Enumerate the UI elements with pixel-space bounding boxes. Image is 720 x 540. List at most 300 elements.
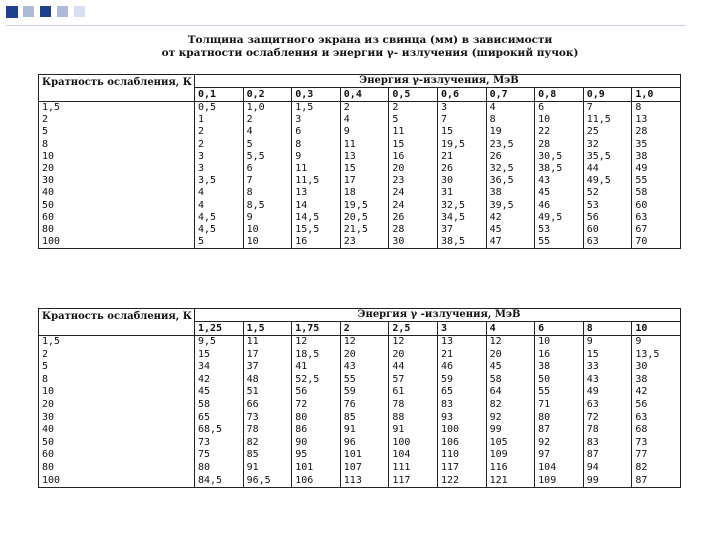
k-value: 8 — [39, 139, 195, 151]
thickness-cell: 117 — [389, 475, 438, 488]
thickness-cell: 45 — [535, 187, 584, 199]
thickness-cell: 4,5 — [195, 212, 244, 224]
thickness-cell: 15 — [389, 139, 438, 151]
thickness-cell: 30,5 — [535, 151, 584, 163]
thickness-cell: 68,5 — [195, 424, 244, 437]
thickness-cell: 100 — [389, 437, 438, 450]
thickness-cell: 58 — [632, 187, 681, 199]
thickness-cell: 6 — [243, 163, 292, 175]
thickness-cell: 109 — [486, 449, 535, 462]
thickness-cell: 45 — [486, 224, 535, 236]
thickness-cell: 104 — [535, 462, 584, 475]
table-body — [39, 102, 681, 249]
k-value: 5 — [39, 361, 195, 374]
decor-square — [6, 6, 18, 18]
thickness-cell: 42 — [632, 386, 681, 399]
thickness-cell: 32 — [583, 139, 632, 151]
thickness-cell: 11,5 — [292, 175, 341, 187]
energy-value: 4 — [486, 322, 535, 336]
thickness-cell: 10 — [535, 114, 584, 126]
k-column-header: Кратность ослабления, К — [39, 309, 195, 336]
thickness-cell: 109 — [535, 475, 584, 488]
thickness-cell: 12 — [292, 336, 341, 349]
thickness-cell: 10 — [243, 236, 292, 249]
slide-decoration — [6, 6, 306, 22]
thickness-cell: 82 — [486, 399, 535, 412]
thickness-cell: 56 — [583, 212, 632, 224]
thickness-cell: 38 — [632, 151, 681, 163]
thickness-cell: 78 — [583, 424, 632, 437]
energy-value: 1,75 — [292, 322, 341, 336]
thickness-cell: 8 — [486, 114, 535, 126]
thickness-cell: 55 — [340, 374, 389, 387]
energy-value: 6 — [535, 322, 584, 336]
k-value: 1,5 — [39, 336, 195, 349]
k-value: 20 — [39, 399, 195, 412]
thickness-cell: 83 — [583, 437, 632, 450]
thickness-cell: 10 — [535, 336, 584, 349]
thickness-cell: 93 — [437, 412, 486, 425]
thickness-cell: 92 — [486, 412, 535, 425]
table-row — [39, 449, 681, 462]
thickness-cell: 71 — [535, 399, 584, 412]
thickness-cell: 55 — [535, 386, 584, 399]
thickness-cell: 92 — [535, 437, 584, 450]
energy-value: 0,1 — [195, 88, 244, 102]
thickness-cell: 111 — [389, 462, 438, 475]
thickness-cell: 20 — [389, 163, 438, 175]
thickness-cell: 60 — [632, 200, 681, 212]
thickness-cell: 68 — [632, 424, 681, 437]
thickness-cell: 1,0 — [243, 102, 292, 115]
thickness-cell: 77 — [632, 449, 681, 462]
table-row — [39, 236, 681, 249]
k-value: 60 — [39, 449, 195, 462]
thickness-cell: 31 — [437, 187, 486, 199]
thickness-cell: 10 — [243, 224, 292, 236]
thickness-cell: 121 — [486, 475, 535, 488]
thickness-cell: 28 — [632, 126, 681, 138]
thickness-cell: 87 — [632, 475, 681, 488]
thickness-cell: 82 — [632, 462, 681, 475]
thickness-cell: 44 — [583, 163, 632, 175]
thickness-cell: 8 — [243, 187, 292, 199]
thickness-cell: 30 — [389, 236, 438, 249]
thickness-cell: 57 — [389, 374, 438, 387]
thickness-cell: 99 — [583, 475, 632, 488]
thickness-cell: 9 — [292, 151, 341, 163]
energy-value: 1,5 — [243, 322, 292, 336]
thickness-cell: 73 — [195, 437, 244, 450]
thickness-cell: 11 — [243, 336, 292, 349]
thickness-cell: 21,5 — [340, 224, 389, 236]
energy-value: 0,4 — [340, 88, 389, 102]
table-row — [39, 349, 681, 362]
thickness-cell: 3 — [195, 163, 244, 175]
thickness-cell: 14 — [292, 200, 341, 212]
thickness-cell: 45 — [195, 386, 244, 399]
lead-thickness-table-1 — [38, 74, 681, 249]
thickness-cell: 8,5 — [243, 200, 292, 212]
energy-value: 8 — [583, 322, 632, 336]
thickness-cell: 104 — [389, 449, 438, 462]
thickness-cell: 0,5 — [195, 102, 244, 115]
table-row — [39, 175, 681, 187]
thickness-cell: 15 — [195, 349, 244, 362]
thickness-cell: 13 — [292, 187, 341, 199]
thickness-cell: 22 — [535, 126, 584, 138]
thickness-cell: 107 — [340, 462, 389, 475]
thickness-cell: 15,5 — [292, 224, 341, 236]
thickness-cell: 21 — [437, 349, 486, 362]
thickness-cell: 88 — [389, 412, 438, 425]
thickness-cell: 63 — [583, 399, 632, 412]
energy-value: 0,6 — [437, 88, 486, 102]
table-row — [39, 212, 681, 224]
thickness-cell: 56 — [292, 386, 341, 399]
thickness-cell: 11 — [389, 126, 438, 138]
thickness-cell: 76 — [340, 399, 389, 412]
thickness-cell: 20 — [486, 349, 535, 362]
thickness-cell: 5 — [195, 236, 244, 249]
k-value: 80 — [39, 224, 195, 236]
thickness-cell: 11,5 — [583, 114, 632, 126]
thickness-cell: 80 — [292, 412, 341, 425]
table-row — [39, 114, 681, 126]
table-row — [39, 412, 681, 425]
k-value: 10 — [39, 151, 195, 163]
energy-value: 2,5 — [389, 322, 438, 336]
thickness-cell: 4 — [486, 102, 535, 115]
thickness-cell: 58 — [486, 374, 535, 387]
thickness-cell: 30 — [632, 361, 681, 374]
decor-square — [57, 6, 68, 17]
thickness-cell: 4 — [195, 187, 244, 199]
table-row — [39, 424, 681, 437]
thickness-cell: 13 — [632, 114, 681, 126]
thickness-cell: 59 — [437, 374, 486, 387]
thickness-cell: 39,5 — [486, 200, 535, 212]
decor-line — [6, 25, 686, 26]
thickness-cell: 21 — [437, 151, 486, 163]
thickness-cell: 12 — [389, 336, 438, 349]
thickness-cell: 13 — [437, 336, 486, 349]
energy-value: 3 — [437, 322, 486, 336]
k-value: 50 — [39, 200, 195, 212]
table-row — [39, 399, 681, 412]
thickness-cell: 30 — [437, 175, 486, 187]
thickness-cell: 116 — [486, 462, 535, 475]
thickness-cell: 87 — [583, 449, 632, 462]
thickness-cell: 9 — [340, 126, 389, 138]
thickness-cell: 6 — [292, 126, 341, 138]
thickness-cell: 50 — [535, 374, 584, 387]
thickness-cell: 110 — [437, 449, 486, 462]
thickness-cell: 66 — [243, 399, 292, 412]
table-row — [39, 163, 681, 175]
thickness-cell: 78 — [243, 424, 292, 437]
thickness-cell: 19,5 — [437, 139, 486, 151]
thickness-cell: 49,5 — [535, 212, 584, 224]
decor-square — [74, 6, 85, 17]
table-row — [39, 139, 681, 151]
thickness-cell: 20,5 — [340, 212, 389, 224]
thickness-cell: 48 — [243, 374, 292, 387]
thickness-cell: 4,5 — [195, 224, 244, 236]
thickness-cell: 85 — [243, 449, 292, 462]
thickness-cell: 94 — [583, 462, 632, 475]
thickness-cell: 90 — [292, 437, 341, 450]
thickness-cell: 13 — [340, 151, 389, 163]
thickness-cell: 32,5 — [486, 163, 535, 175]
thickness-cell: 86 — [292, 424, 341, 437]
decor-square — [40, 6, 51, 17]
table-row — [39, 462, 681, 475]
thickness-cell: 63 — [632, 412, 681, 425]
thickness-cell: 3,5 — [195, 175, 244, 187]
thickness-cell: 65 — [195, 412, 244, 425]
table-row — [39, 224, 681, 236]
thickness-cell: 42 — [486, 212, 535, 224]
thickness-cell: 38,5 — [535, 163, 584, 175]
thickness-cell: 46 — [535, 200, 584, 212]
thickness-cell: 16 — [292, 236, 341, 249]
thickness-cell: 9 — [583, 336, 632, 349]
thickness-cell: 80 — [535, 412, 584, 425]
thickness-cell: 117 — [437, 462, 486, 475]
thickness-cell: 12 — [340, 336, 389, 349]
thickness-cell: 36,5 — [486, 175, 535, 187]
k-value: 60 — [39, 212, 195, 224]
thickness-cell: 3 — [195, 151, 244, 163]
thickness-cell: 43 — [535, 175, 584, 187]
thickness-cell: 113 — [340, 475, 389, 488]
caption-line-1: Толщина защитного экрана из свинца (мм) в зависимости — [187, 34, 553, 46]
thickness-cell: 53 — [535, 224, 584, 236]
thickness-cell: 3 — [437, 102, 486, 115]
energy-value: 2 — [340, 322, 389, 336]
thickness-cell: 17 — [340, 175, 389, 187]
thickness-cell: 55 — [535, 236, 584, 249]
thickness-cell: 105 — [486, 437, 535, 450]
thickness-cell: 24 — [389, 187, 438, 199]
k-value: 100 — [39, 475, 195, 488]
table-row — [39, 336, 681, 349]
thickness-cell: 7 — [437, 114, 486, 126]
thickness-cell: 106 — [437, 437, 486, 450]
energy-value: 0,2 — [243, 88, 292, 102]
thickness-cell: 38 — [535, 361, 584, 374]
table-row — [39, 374, 681, 387]
table-row — [39, 151, 681, 163]
thickness-cell: 3 — [292, 114, 341, 126]
thickness-cell: 52,5 — [292, 374, 341, 387]
thickness-cell: 28 — [389, 224, 438, 236]
thickness-cell: 38 — [486, 187, 535, 199]
thickness-cell: 59 — [340, 386, 389, 399]
thickness-cell: 61 — [389, 386, 438, 399]
thickness-cell: 96,5 — [243, 475, 292, 488]
caption-line-2: от кратности ослабления и энергии γ- излучения (широкий пучок) — [161, 47, 579, 59]
k-value: 1,5 — [39, 102, 195, 115]
thickness-cell: 91 — [243, 462, 292, 475]
thickness-cell: 23 — [340, 236, 389, 249]
thickness-cell: 122 — [437, 475, 486, 488]
thickness-cell: 45 — [486, 361, 535, 374]
thickness-cell: 67 — [632, 224, 681, 236]
thickness-cell: 15 — [437, 126, 486, 138]
thickness-cell: 26 — [486, 151, 535, 163]
thickness-cell: 4 — [243, 126, 292, 138]
thickness-cell: 52 — [583, 187, 632, 199]
thickness-cell: 6 — [535, 102, 584, 115]
thickness-cell: 2 — [389, 102, 438, 115]
thickness-cell: 72 — [583, 412, 632, 425]
thickness-cell: 38,5 — [437, 236, 486, 249]
k-value: 20 — [39, 163, 195, 175]
thickness-cell: 106 — [292, 475, 341, 488]
thickness-cell: 28 — [535, 139, 584, 151]
thickness-cell: 58 — [195, 399, 244, 412]
k-value: 30 — [39, 412, 195, 425]
table-row — [39, 437, 681, 450]
thickness-cell: 13,5 — [632, 349, 681, 362]
thickness-cell: 84,5 — [195, 475, 244, 488]
thickness-cell: 34 — [195, 361, 244, 374]
thickness-cell: 19,5 — [340, 200, 389, 212]
energy-value: 0,5 — [389, 88, 438, 102]
thickness-cell: 43 — [340, 361, 389, 374]
thickness-cell: 5 — [243, 139, 292, 151]
thickness-cell: 15 — [340, 163, 389, 175]
k-value: 2 — [39, 349, 195, 362]
table-row — [39, 187, 681, 199]
thickness-cell: 83 — [437, 399, 486, 412]
thickness-cell: 82 — [243, 437, 292, 450]
thickness-cell: 56 — [632, 399, 681, 412]
decor-square — [23, 6, 34, 17]
table-row — [39, 102, 681, 115]
k-value: 50 — [39, 437, 195, 450]
thickness-cell: 37 — [437, 224, 486, 236]
thickness-cell: 78 — [389, 399, 438, 412]
table-row — [39, 126, 681, 138]
thickness-cell: 100 — [437, 424, 486, 437]
thickness-cell: 37 — [243, 361, 292, 374]
thickness-cell: 1 — [195, 114, 244, 126]
k-value: 40 — [39, 187, 195, 199]
energy-header: Энергия γ-излучения, МэВ — [195, 75, 681, 88]
k-value: 80 — [39, 462, 195, 475]
thickness-cell: 4 — [195, 200, 244, 212]
energy-value: 0,8 — [535, 88, 584, 102]
thickness-cell: 8 — [632, 102, 681, 115]
k-value: 2 — [39, 114, 195, 126]
thickness-cell: 49 — [583, 386, 632, 399]
table-caption — [160, 34, 580, 60]
table-row — [39, 386, 681, 399]
energy-value: 1,25 — [195, 322, 244, 336]
thickness-cell: 25 — [583, 126, 632, 138]
thickness-cell: 51 — [243, 386, 292, 399]
thickness-cell: 17 — [243, 349, 292, 362]
thickness-cell: 20 — [389, 349, 438, 362]
thickness-cell: 35 — [632, 139, 681, 151]
thickness-cell: 8 — [292, 139, 341, 151]
k-value: 5 — [39, 126, 195, 138]
thickness-cell: 49,5 — [583, 175, 632, 187]
energy-value: 0,9 — [583, 88, 632, 102]
thickness-cell: 16 — [535, 349, 584, 362]
thickness-cell: 9 — [632, 336, 681, 349]
thickness-cell: 80 — [195, 462, 244, 475]
thickness-cell: 11 — [292, 163, 341, 175]
k-column-header: Кратность ослабления, К — [39, 75, 195, 102]
thickness-cell: 16 — [389, 151, 438, 163]
thickness-cell: 23 — [389, 175, 438, 187]
thickness-cell: 73 — [243, 412, 292, 425]
thickness-cell: 20 — [340, 349, 389, 362]
thickness-cell: 24 — [389, 200, 438, 212]
thickness-cell: 35,5 — [583, 151, 632, 163]
thickness-cell: 72 — [292, 399, 341, 412]
energy-value: 0,7 — [486, 88, 535, 102]
thickness-cell: 91 — [340, 424, 389, 437]
thickness-cell: 2 — [340, 102, 389, 115]
thickness-cell: 96 — [340, 437, 389, 450]
thickness-cell: 15 — [583, 349, 632, 362]
k-value: 8 — [39, 374, 195, 387]
thickness-cell: 53 — [583, 200, 632, 212]
table-row — [39, 361, 681, 374]
thickness-cell: 73 — [632, 437, 681, 450]
thickness-cell: 42 — [195, 374, 244, 387]
thickness-cell: 2 — [195, 126, 244, 138]
thickness-cell: 2 — [195, 139, 244, 151]
energy-value: 0,3 — [292, 88, 341, 102]
thickness-cell: 47 — [486, 236, 535, 249]
thickness-cell: 97 — [535, 449, 584, 462]
thickness-cell: 55 — [632, 175, 681, 187]
thickness-cell: 85 — [340, 412, 389, 425]
energy-header: Энергия γ -излучения, МэВ — [195, 309, 681, 322]
thickness-cell: 64 — [486, 386, 535, 399]
table-row — [39, 475, 681, 488]
thickness-cell: 41 — [292, 361, 341, 374]
thickness-cell: 23,5 — [486, 139, 535, 151]
energy-value: 1,0 — [632, 88, 681, 102]
thickness-cell: 95 — [292, 449, 341, 462]
thickness-cell: 12 — [486, 336, 535, 349]
thickness-cell: 18,5 — [292, 349, 341, 362]
thickness-cell: 19 — [486, 126, 535, 138]
thickness-cell: 101 — [340, 449, 389, 462]
thickness-cell: 5,5 — [243, 151, 292, 163]
thickness-cell: 101 — [292, 462, 341, 475]
thickness-cell: 32,5 — [437, 200, 486, 212]
thickness-cell: 11 — [340, 139, 389, 151]
thickness-cell: 9 — [243, 212, 292, 224]
thickness-cell: 2 — [243, 114, 292, 126]
thickness-cell: 5 — [389, 114, 438, 126]
thickness-cell: 7 — [583, 102, 632, 115]
thickness-cell: 1,5 — [292, 102, 341, 115]
k-value: 10 — [39, 386, 195, 399]
thickness-cell: 7 — [243, 175, 292, 187]
k-value: 30 — [39, 175, 195, 187]
thickness-cell: 26 — [389, 212, 438, 224]
thickness-cell: 91 — [389, 424, 438, 437]
